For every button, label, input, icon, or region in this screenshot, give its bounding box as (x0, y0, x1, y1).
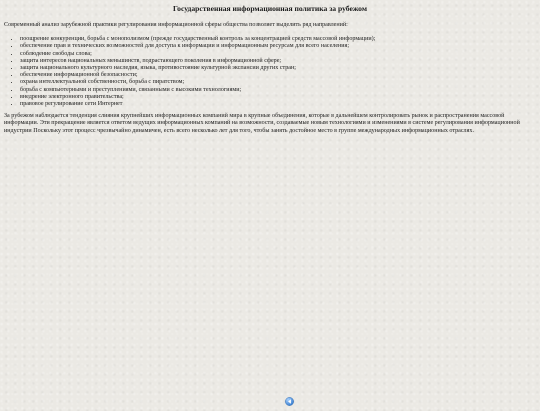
document (4, 4, 536, 135)
list-item: • охрана интеллектуальной собственности, борьба с пиратством; (20, 79, 536, 86)
list-item: • защита интересов национальных меньшинств, подрастающего поколения в информационной сфере; (20, 58, 536, 65)
list-item: • обеспечение прав и технических возможностей для доступа к информации и информационным ресурсам для всего населения; (20, 43, 536, 50)
list-item: • внедрение электронного правительства; (20, 94, 536, 101)
list-item: • правовое регулирование сети Интернет (20, 101, 536, 108)
page-title: Государственная информационная политика за рубежом (172, 4, 367, 13)
directions-list (4, 36, 536, 108)
list-item: • борьба с компьютерными и преступлениями, связанными с высокими технологиями; (20, 87, 536, 94)
list-item: • соблюдение свободы слова; (20, 51, 536, 58)
conclusion-paragraph: За рубежом наблюдается тенденция слияния крупнейших информационных компаний мира в крупные объединения, которые в дальнейшем контролировать рынок и распространения массовой информации. Эти прекращение является ответом ведущих информационных компаний на возможности, создаваемые новым технологиями и изменениями в системе регулирования информационной индустрии Поскольку этот процесс чрезвычайно динамичен, есть всего несколько лет для того, чтобы занять достойное место в группе международных информационных отраслях. (4, 113, 520, 134)
back-arrow-icon[interactable] (285, 393, 294, 402)
list-item: • поощрение конкуренции, борьба с монополизмом (прежде государственный контроль за концентрацией средств массовой информации); (20, 36, 536, 43)
list-item: • защита национального культурного наследия, языка, противостояние культурной экспансии других стран; (20, 65, 536, 72)
intro-paragraph: Современный анализ зарубежной практики регулирования информационной сферы общества позволяет выделить ряд направлений: (4, 22, 348, 28)
list-item: • обеспечение информационной безопасности; (20, 72, 536, 79)
